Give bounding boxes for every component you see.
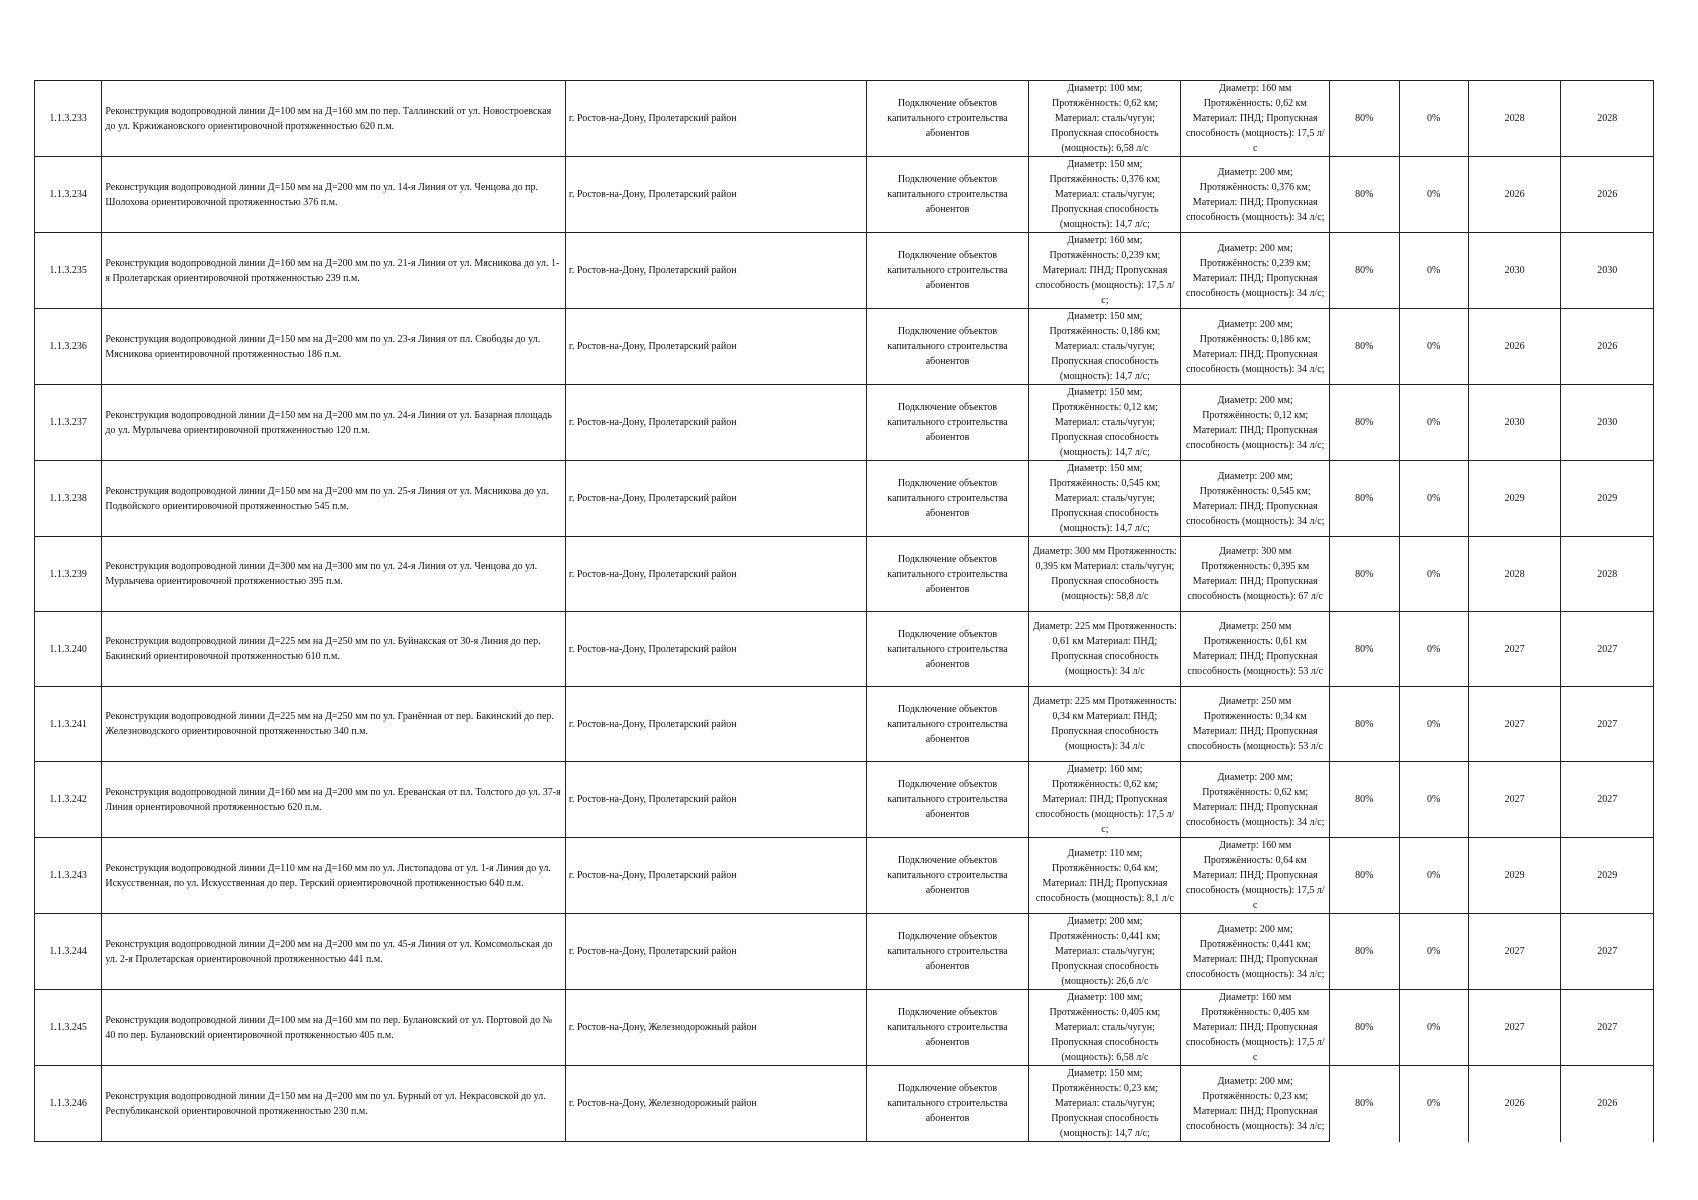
project-name: Реконструкция водопроводной линии Д=225 мм на Д=250 мм по ул. Гранённая от пер. Бакинский до пер. Железноводского ориентировочной протяженностью 340 п.м.	[102, 687, 566, 762]
end-year: 2030	[1561, 233, 1654, 309]
row-number: 1.1.3.245	[35, 990, 102, 1066]
parameters-after: Диаметр: 200 мм; Протяжённость: 0,23 км; Материал: ПНД; Пропускная способность (мощность): 34 л/с;	[1181, 1066, 1330, 1142]
wear-percent-before: 80%	[1330, 309, 1399, 385]
table-row	[35, 309, 1654, 385]
project-location: г. Ростов-на-Дону, Железнодорожный район	[565, 990, 866, 1066]
wear-percent-after: 0%	[1399, 838, 1468, 914]
wear-percent-after: 0%	[1399, 612, 1468, 687]
wear-percent-before: 80%	[1330, 81, 1399, 157]
project-name: Реконструкция водопроводной линии Д=150 мм на Д=200 мм по ул. Бурный от ул. Некрасовской до ул. Республиканской ориентировочной протяженностью 230 п.м.	[102, 1066, 566, 1142]
wear-percent-before: 80%	[1330, 838, 1399, 914]
wear-percent-before: 80%	[1330, 762, 1399, 838]
row-number: 1.1.3.235	[35, 233, 102, 309]
end-year: 2026	[1561, 309, 1654, 385]
project-purpose: Подключение объектов капитального строительства абонентов	[866, 233, 1029, 309]
wear-percent-after: 0%	[1399, 157, 1468, 233]
wear-percent-before: 80%	[1330, 385, 1399, 461]
project-location: г. Ростов-на-Дону, Пролетарский район	[565, 157, 866, 233]
project-location: г. Ростов-на-Дону, Железнодорожный район	[565, 1066, 866, 1142]
end-year: 2030	[1561, 385, 1654, 461]
end-year: 2028	[1561, 81, 1654, 157]
end-year: 2027	[1561, 762, 1654, 838]
table-body	[35, 81, 1654, 1142]
project-name: Реконструкция водопроводной линии Д=200 мм на Д=200 мм по ул. 45-я Линия от ул. Комсомольская до ул. 2-я Пролетарская ориентировочной протяженностью 441 п.м.	[102, 914, 566, 990]
wear-percent-before: 80%	[1330, 1066, 1399, 1142]
row-number: 1.1.3.243	[35, 838, 102, 914]
wear-percent-before: 80%	[1330, 687, 1399, 762]
table-row	[35, 233, 1654, 309]
row-number: 1.1.3.239	[35, 537, 102, 612]
project-location: г. Ростов-на-Дону, Пролетарский район	[565, 537, 866, 612]
project-name: Реконструкция водопроводной линии Д=150 мм на Д=200 мм по ул. 14-я Линия от ул. Ченцова до пр. Шолохова ориентировочной протяженностью 376 п.м.	[102, 157, 566, 233]
project-location: г. Ростов-на-Дону, Пролетарский район	[565, 612, 866, 687]
parameters-after: Диаметр: 200 мм; Протяжённость: 0,376 км; Материал: ПНД; Пропускная способность (мощность): 34 л/с;	[1181, 157, 1330, 233]
project-location: г. Ростов-на-Дону, Пролетарский район	[565, 233, 866, 309]
parameters-after: Диаметр: 250 мм Протяженность: 0,61 км Материал: ПНД; Пропускная способность (мощность): 53 л/с	[1181, 612, 1330, 687]
project-location: г. Ростов-на-Дону, Пролетарский район	[565, 81, 866, 157]
wear-percent-after: 0%	[1399, 914, 1468, 990]
parameters-after: Диаметр: 300 мм Протяженность: 0,395 км Материал: ПНД; Пропускная способность (мощность): 67 л/с	[1181, 537, 1330, 612]
parameters-after: Диаметр: 200 мм; Протяжённость: 0,441 км; Материал: ПНД; Пропускная способность (мощность): 34 л/с;	[1181, 914, 1330, 990]
table-row	[35, 838, 1654, 914]
start-year: 2029	[1468, 461, 1561, 537]
parameters-before: Диаметр: 150 мм; Протяжённость: 0,12 км; Материал: сталь/чугун; Пропускная способность (мощность): 14,7 л/с;	[1029, 385, 1181, 461]
wear-percent-after: 0%	[1399, 461, 1468, 537]
project-location: г. Ростов-на-Дону, Пролетарский район	[565, 762, 866, 838]
parameters-before: Диаметр: 225 мм Протяженность: 0,61 км Материал: ПНД; Пропускная способность (мощность): 34 л/с	[1029, 612, 1181, 687]
start-year: 2027	[1468, 762, 1561, 838]
wear-percent-before: 80%	[1330, 157, 1399, 233]
project-name: Реконструкция водопроводной линии Д=300 мм на Д=300 мм по ул. 24-я Линия от ул. Ченцова до ул. Мурлычева ориентировочной протяженностью 395 п.м.	[102, 537, 566, 612]
row-number: 1.1.3.238	[35, 461, 102, 537]
wear-percent-after: 0%	[1399, 990, 1468, 1066]
project-purpose: Подключение объектов капитального строительства абонентов	[866, 81, 1029, 157]
project-location: г. Ростов-на-Дону, Пролетарский район	[565, 461, 866, 537]
wear-percent-after: 0%	[1399, 687, 1468, 762]
table-row	[35, 461, 1654, 537]
parameters-before: Диаметр: 100 мм; Протяжённость: 0,405 км; Материал: сталь/чугун; Пропускная способность (мощность): 6,58 л/с	[1029, 990, 1181, 1066]
start-year: 2026	[1468, 157, 1561, 233]
parameters-before: Диаметр: 200 мм; Протяжённость: 0,441 км; Материал: сталь/чугун; Пропускная способность (мощность): 26,6 л/с	[1029, 914, 1181, 990]
table-row	[35, 537, 1654, 612]
project-location: г. Ростов-на-Дону, Пролетарский район	[565, 914, 866, 990]
project-purpose: Подключение объектов капитального строительства абонентов	[866, 461, 1029, 537]
parameters-before: Диаметр: 300 мм Протяженность: 0,395 км Материал: сталь/чугун; Пропускная способность (мощность): 58,8 л/с	[1029, 537, 1181, 612]
wear-percent-after: 0%	[1399, 537, 1468, 612]
project-name: Реконструкция водопроводной линии Д=150 мм на Д=200 мм по ул. 25-я Линия от ул. Мясникова до ул. Подвойского ориентировочной протяженностью 545 п.м.	[102, 461, 566, 537]
start-year: 2027	[1468, 914, 1561, 990]
start-year: 2027	[1468, 687, 1561, 762]
end-year: 2026	[1561, 1066, 1654, 1142]
project-location: г. Ростов-на-Дону, Пролетарский район	[565, 309, 866, 385]
project-name: Реконструкция водопроводной линии Д=150 мм на Д=200 мм по ул. 23-я Линия от пл. Свободы до ул. Мясникова ориентировочной протяженностью 186 п.м.	[102, 309, 566, 385]
end-year: 2029	[1561, 461, 1654, 537]
row-number: 1.1.3.246	[35, 1066, 102, 1142]
project-purpose: Подключение объектов капитального строительства абонентов	[866, 537, 1029, 612]
project-location: г. Ростов-на-Дону, Пролетарский район	[565, 385, 866, 461]
investment-program-table	[34, 80, 1654, 1142]
project-purpose: Подключение объектов капитального строительства абонентов	[866, 309, 1029, 385]
table-row	[35, 157, 1654, 233]
wear-percent-before: 80%	[1330, 612, 1399, 687]
end-year: 2027	[1561, 612, 1654, 687]
parameters-after: Диаметр: 200 мм; Протяжённость: 0,62 км; Материал: ПНД; Пропускная способность (мощность): 34 л/с;	[1181, 762, 1330, 838]
start-year: 2027	[1468, 990, 1561, 1066]
table-row	[35, 385, 1654, 461]
table-row	[35, 612, 1654, 687]
project-purpose: Подключение объектов капитального строительства абонентов	[866, 385, 1029, 461]
project-purpose: Подключение объектов капитального строительства абонентов	[866, 157, 1029, 233]
table-row	[35, 81, 1654, 157]
wear-percent-before: 80%	[1330, 461, 1399, 537]
parameters-after: Диаметр: 160 мм Протяжённость: 0,64 км Материал: ПНД; Пропускная способность (мощность): 17,5 л/с	[1181, 838, 1330, 914]
parameters-after: Диаметр: 200 мм; Протяжённость: 0,545 км; Материал: ПНД; Пропускная способность (мощность): 34 л/с;	[1181, 461, 1330, 537]
end-year: 2027	[1561, 687, 1654, 762]
wear-percent-after: 0%	[1399, 385, 1468, 461]
project-purpose: Подключение объектов капитального строительства абонентов	[866, 687, 1029, 762]
parameters-before: Диаметр: 150 мм; Протяжённость: 0,186 км; Материал: сталь/чугун; Пропускная способность (мощность): 14,7 л/с;	[1029, 309, 1181, 385]
parameters-after: Диаметр: 250 мм Протяженность: 0,34 км Материал: ПНД; Пропускная способность (мощность): 53 л/с	[1181, 687, 1330, 762]
start-year: 2027	[1468, 612, 1561, 687]
project-name: Реконструкция водопроводной линии Д=110 мм на Д=160 мм по ул. Листопадова от ул. 1-я Линия до ул. Искусственная, по ул. Искусственная до пер. Терский ориентировочной протяженностью 640 п.м.	[102, 838, 566, 914]
project-name: Реконструкция водопроводной линии Д=225 мм на Д=250 мм по ул. Буйнакская от 30-я Линия до пер. Бакинский ориентировочной протяженностью 610 п.м.	[102, 612, 566, 687]
start-year: 2028	[1468, 537, 1561, 612]
wear-percent-after: 0%	[1399, 1066, 1468, 1142]
start-year: 2026	[1468, 309, 1561, 385]
start-year: 2026	[1468, 1066, 1561, 1142]
parameters-before: Диаметр: 150 мм; Протяжённость: 0,545 км; Материал: сталь/чугун; Пропускная способность (мощность): 14,7 л/с;	[1029, 461, 1181, 537]
project-name: Реконструкция водопроводной линии Д=160 мм на Д=200 мм по ул. 21-я Линия от ул. Мясникова до ул. 1-я Пролетарская ориентировочной протяженностью 239 п.м.	[102, 233, 566, 309]
project-location: г. Ростов-на-Дону, Пролетарский район	[565, 838, 866, 914]
parameters-before: Диаметр: 150 мм; Протяжённость: 0,376 км; Материал: сталь/чугун; Пропускная способность (мощность): 14,7 л/с;	[1029, 157, 1181, 233]
row-number: 1.1.3.237	[35, 385, 102, 461]
parameters-after: Диаметр: 200 мм; Протяжённость: 0,186 км; Материал: ПНД; Пропускная способность (мощность): 34 л/с;	[1181, 309, 1330, 385]
table-row	[35, 914, 1654, 990]
start-year: 2029	[1468, 838, 1561, 914]
table-row	[35, 990, 1654, 1066]
wear-percent-after: 0%	[1399, 309, 1468, 385]
wear-percent-before: 80%	[1330, 537, 1399, 612]
wear-percent-before: 80%	[1330, 233, 1399, 309]
parameters-before: Диаметр: 225 мм Протяженность: 0,34 км Материал: ПНД; Пропускная способность (мощность): 34 л/с	[1029, 687, 1181, 762]
project-name: Реконструкция водопроводной линии Д=160 мм на Д=200 мм по ул. Ереванская от пл. Толстого до ул. 37-я Линия ориентировочной протяженностью 620 п.м.	[102, 762, 566, 838]
project-purpose: Подключение объектов капитального строительства абонентов	[866, 612, 1029, 687]
end-year: 2026	[1561, 157, 1654, 233]
table-row	[35, 687, 1654, 762]
end-year: 2027	[1561, 914, 1654, 990]
project-location: г. Ростов-на-Дону, Пролетарский район	[565, 687, 866, 762]
project-purpose: Подключение объектов капитального строительства абонентов	[866, 838, 1029, 914]
parameters-before: Диаметр: 160 мм; Протяжённость: 0,62 км; Материал: ПНД; Пропускная способность (мощность): 17,5 л/с;	[1029, 762, 1181, 838]
table-row	[35, 1066, 1654, 1142]
wear-percent-after: 0%	[1399, 81, 1468, 157]
start-year: 2028	[1468, 81, 1561, 157]
start-year: 2030	[1468, 233, 1561, 309]
project-name: Реконструкция водопроводной линии Д=150 мм на Д=200 мм по ул. 24-я Линия от ул. Базарная площадь до ул. Мурлычева ориентировочной протяженностью 120 п.м.	[102, 385, 566, 461]
row-number: 1.1.3.242	[35, 762, 102, 838]
parameters-after: Диаметр: 200 мм; Протяжённость: 0,239 км; Материал: ПНД; Пропускная способность (мощность): 34 л/с;	[1181, 233, 1330, 309]
row-number: 1.1.3.241	[35, 687, 102, 762]
row-number: 1.1.3.240	[35, 612, 102, 687]
project-name: Реконструкция водопроводной линии Д=100 мм на Д=160 мм по пер. Булановский от ул. Портовой до № 40 по пер. Булановский ориентировочной протяженностью 405 п.м.	[102, 990, 566, 1066]
project-purpose: Подключение объектов капитального строительства абонентов	[866, 990, 1029, 1066]
end-year: 2028	[1561, 537, 1654, 612]
wear-percent-after: 0%	[1399, 233, 1468, 309]
row-number: 1.1.3.234	[35, 157, 102, 233]
end-year: 2027	[1561, 990, 1654, 1066]
table-row	[35, 762, 1654, 838]
project-purpose: Подключение объектов капитального строительства абонентов	[866, 914, 1029, 990]
parameters-after: Диаметр: 160 мм Протяжённость: 0,62 км Материал: ПНД; Пропускная способность (мощность): 17,5 л/с	[1181, 81, 1330, 157]
parameters-after: Диаметр: 200 мм; Протяжённость: 0,12 км; Материал: ПНД; Пропускная способность (мощность): 34 л/с;	[1181, 385, 1330, 461]
end-year: 2029	[1561, 838, 1654, 914]
parameters-before: Диаметр: 150 мм; Протяжённость: 0,23 км; Материал: сталь/чугун; Пропускная способность (мощность): 14,7 л/с;	[1029, 1066, 1181, 1142]
project-purpose: Подключение объектов капитального строительства абонентов	[866, 762, 1029, 838]
wear-percent-before: 80%	[1330, 990, 1399, 1066]
parameters-before: Диаметр: 110 мм; Протяжённость: 0,64 км; Материал: ПНД; Пропускная способность (мощность): 8,1 л/с	[1029, 838, 1181, 914]
parameters-before: Диаметр: 160 мм; Протяжённость: 0,239 км; Материал: ПНД; Пропускная способность (мощность): 17,5 л/с;	[1029, 233, 1181, 309]
row-number: 1.1.3.244	[35, 914, 102, 990]
row-number: 1.1.3.233	[35, 81, 102, 157]
project-name: Реконструкция водопроводной линии Д=100 мм на Д=160 мм по пер. Таллинский от ул. Новостроевская до ул. Кржижановского ориентировочной протяженностью 620 п.м.	[102, 81, 566, 157]
project-purpose: Подключение объектов капитального строительства абонентов	[866, 1066, 1029, 1142]
wear-percent-before: 80%	[1330, 914, 1399, 990]
wear-percent-after: 0%	[1399, 762, 1468, 838]
parameters-after: Диаметр: 160 мм Протяжённость: 0,405 км Материал: ПНД; Пропускная способность (мощность): 17,5 л/с	[1181, 990, 1330, 1066]
start-year: 2030	[1468, 385, 1561, 461]
row-number: 1.1.3.236	[35, 309, 102, 385]
parameters-before: Диаметр: 100 мм; Протяжённость: 0,62 км; Материал: сталь/чугун; Пропускная способность (мощность): 6,58 л/с	[1029, 81, 1181, 157]
